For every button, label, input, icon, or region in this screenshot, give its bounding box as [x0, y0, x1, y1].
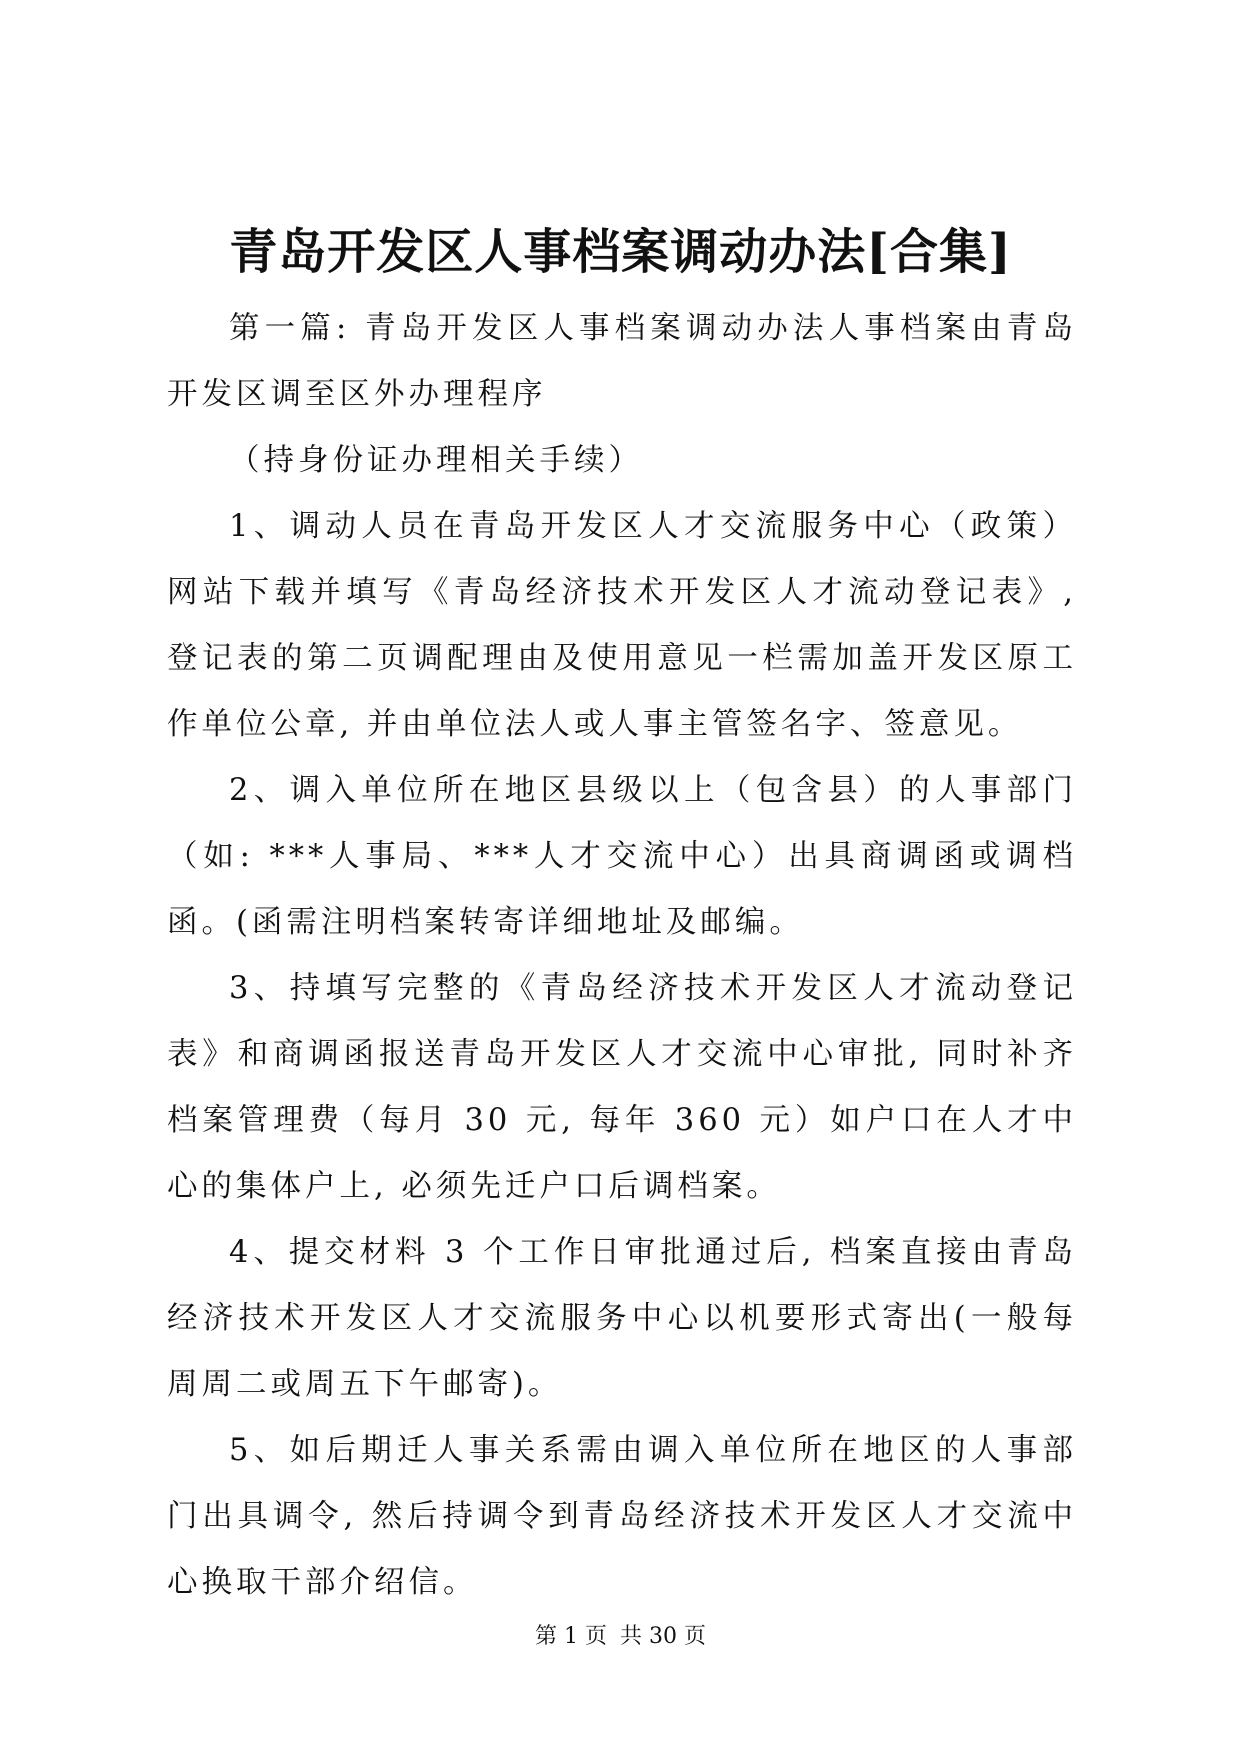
paragraph-step-3: 3、持填写完整的《青岛经济技术开发区人才流动登记表》和商调函报送青岛开发区人才交流中心审批, 同时补齐档案管理费（每月 30 元, 每年 360 元）如户口在人才中心的集体户上, 必须先迁户口后调档案。: [167, 971, 1077, 1204]
paragraph-step-4: 4、提交材料 3 个工作日审批通过后, 档案直接由青岛经济技术开发区人才交流服务中心以机要形式寄出(一般每周周二或周五下午邮寄)。: [167, 1235, 1077, 1402]
paragraph-step-1: 1、调动人员在青岛开发区人才交流服务中心（政策）网站下载并填写《青岛经济技术开发区人才流动登记表》, 登记表的第二页调配理由及使用意见一栏需加盖开发区原工作单位公章, 并由单位法人或人事主管签名字、签意见。: [167, 509, 1077, 742]
document-title: 青岛开发区人事档案调动办法[合集]: [229, 224, 1012, 280]
paragraph-step-2: 2、调入单位所在地区县级以上（包含县）的人事部门（如: ***人事局、***人才交流中心）出具商调函或调档函。(函需注明档案转寄详细地址及邮编。: [167, 773, 1077, 940]
document-body: [167, 296, 1077, 1616]
paragraph-intro: 第一篇: 青岛开发区人事档案调动办法人事档案由青岛开发区调至区外办理程序: [167, 311, 1077, 412]
paragraph-step-5: 5、如后期迁人事关系需由调入单位所在地区的人事部门出具调令, 然后持调令到青岛经济技术开发区人才交流中心换取干部介绍信。: [167, 1433, 1077, 1600]
page-footer: [0, 1622, 1241, 1652]
page-number: 第 1 页: [535, 1624, 607, 1649]
paragraph-note: （持身份证办理相关手续）: [229, 443, 643, 478]
page-total: 共 30 页: [620, 1624, 706, 1649]
